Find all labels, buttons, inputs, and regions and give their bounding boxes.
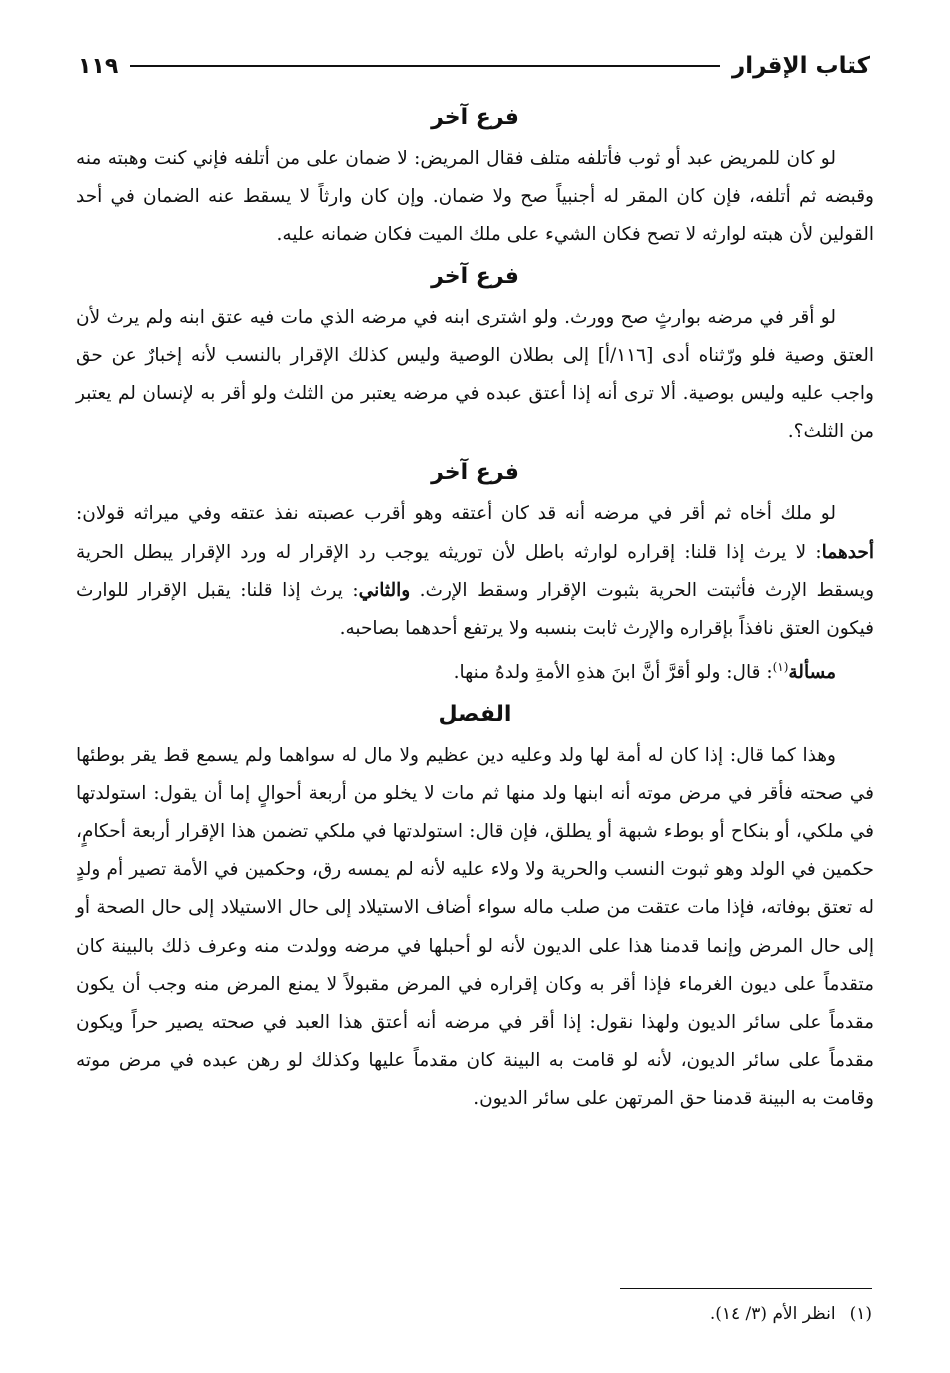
running-header [78, 46, 870, 86]
book-title: كتاب الإقرار [731, 53, 870, 79]
section-paragraph-3 [76, 495, 874, 648]
footnote [78, 1300, 872, 1328]
chapter-paragraph: وهذا كما قال: إذا كان له أمة لها ولد وعليه دين عظيم ولا مال له سواهما ولم يسمع قط يقر بوطئها في صحته فأقر في مرض موته أنه ابنها ولد منها ثم مات لا يخلو من أربعة أحوالٍ إما أن يقول: استولدتها في ملكي، أو بنكاح أو بوطء شبهة أو يطلق، فإن قال: استولدتها في ملكي تضمن هذا الإقرار أربعة أحكامٍ، حكمين في الولد وهو ثبوت النسب والحرية ولا ولاء عليه لأنه لم يمسه رق، وحكمين في الأمة تصير أم ولدٍ له تعتق بوفاته، فإذا مات عتقت من صلب ماله سواء أضاف الاستيلاد إلى حال الاستيلاد إلى حال الصحة أو إلى حال المرض وإنما قدمنا هذا على الديون لأنه لو أحبلها في مرضه وولدت منه وعرف ذلك بالبينة كان متقدماً على ديون الغرماء فإذا أقر به وكان إقراره في المرض مقبولاً لا يمنع المرض منه وجب أن يكون مقدماً على سائر الديون ولهذا نقول: إذا أقر في مرضه أنه أعتق هذا العبد في صحته يصير حراً ويكون مقدماً على سائر الديون، لأنه لو قامت به البينة كان مقدماً عليها وكذلك لو رهن عبده في مرض موته وقامت به البينة قدمنا حق المرتهن على سائر الديون. [76, 744, 874, 1110]
section-paragraph-1: لو كان للمريض عبد أو ثوب فأتلفه متلف فقال المريض: لا ضمان على من أتلفه فإني كنت وهبته منه وقبضه ثم أتلفه، فإن كان المقر له أجنبياً صح ولا ضمان. وإن كان وارثاً لا يسقط عنه الضمان في أحد القولين لأن هبته لوارثه لا تصح فكان الشيء على ملك الميت فكان ضمانه عليه. [76, 148, 874, 246]
footnote-rule [620, 1288, 872, 1289]
section-heading-2: فرع آخر [431, 263, 519, 289]
footnote-number: (١) [849, 1304, 872, 1324]
issue-statement [76, 648, 874, 692]
page-number: ١١٩ [78, 53, 119, 79]
first-opinion-label: أحدهما [821, 541, 874, 563]
paragraph-text: : لا يرث إذا قلنا: إقراره لوارثه باطل لأن توريثه يوجب رد الإقرار له ورد الإقرار يبطل الحرية ويسقط الإرث فأثبتت الحرية بثبوت الإقرار وسقط الإرث. [76, 541, 875, 601]
section-heading-1: فرع آخر [431, 105, 519, 130]
issue-text: : قال: ولو أقرَّ أنَّ ابنَ هذهِ الأمةِ ولدهُ منها. [453, 662, 773, 684]
page-body [76, 96, 874, 1119]
footnote-text: انظر الأم (٣/ ١٤). [709, 1304, 836, 1324]
section-paragraph-2: لو أقر في مرضه بوارثٍ صح وورث. ولو اشترى ابنه في مرضه الذي مات فيه عتق ابنه ولم يرث لأن العتق وصية فلو ورّثناه أدى [١١٦/أ] إلى بطلان الوصية وليس كذلك الإقرار بالنسب لأنه إخبارٌ عن حق واجب عليه وليس بوصية. ألا ترى أنه إذا أعتق عبده في مرضه يعتبر من الثلث ولو أقر به لإنسان لم يعتبر من الثلث؟. [76, 306, 874, 443]
paragraph-text: : يرث إذا قلنا: يقبل الإقرار للوارث فيكون العتق نافذاً بإقراره والإرث ثابت بنسبه ولا يرتفع أحدهما بصاحبه. [76, 579, 874, 640]
second-opinion-label: والثاني [358, 579, 411, 601]
issue-label: مسألة [788, 662, 836, 684]
header-rule [130, 65, 720, 67]
chapter-heading: الفصل [438, 701, 512, 727]
paragraph-text: لو ملك أخاه ثم أقر في مرضه أنه قد كان أعتقه وهو أقرب عصبته نفذ عتقه وفي ميراثه قولان: [76, 503, 836, 525]
section-heading-3: فرع آخر [431, 460, 519, 486]
footnote-reference: (١) [772, 660, 789, 675]
